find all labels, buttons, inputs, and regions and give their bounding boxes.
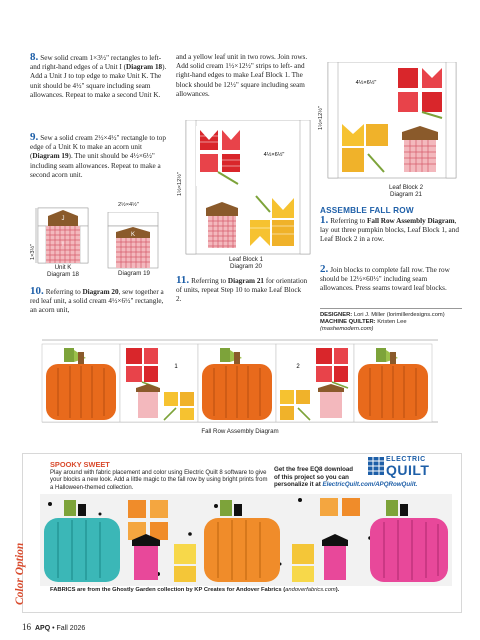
spooky-title: SPOOKY SWEET xyxy=(50,460,110,469)
diagram-21-caption: Leaf Block 2 Diagram 21 xyxy=(388,184,424,198)
fabrics-credit: FABRICS are from the Ghostly Garden collection by KP Creates for Andover Fabrics (andoverfabrics.com). xyxy=(50,587,340,593)
magazine-name: APQ xyxy=(35,625,51,632)
label-k: K xyxy=(130,232,136,238)
yellow-leaf-unit xyxy=(250,192,298,250)
pumpkin-block-3 xyxy=(354,344,432,422)
assemble-step-2: 2. Join blocks to complete fall row. The row should be 12½×60½" including seam allowances. Press seams toward leaf blocks. xyxy=(320,263,450,293)
leaf-block-1 xyxy=(120,344,198,422)
acorn-unit xyxy=(202,190,242,250)
dim-1x3: 1×3½" xyxy=(30,243,36,260)
assemble-step-1: 1. Referring to Fall Row Assembly Diagram, lay out three pumpkin blocks, Leaf Block 1, and Leaf Block 2 in a row. xyxy=(320,214,459,244)
step-11: 11. Referring to Diagram 21 for orientation of units, repeat Step 10 to make Leaf Block 2. xyxy=(176,274,308,304)
label-j: J xyxy=(61,216,65,222)
block-1-label: 1 xyxy=(174,364,178,370)
eq-link[interactable]: ElectricQuilt.com/APQRowQuilt. xyxy=(322,481,418,489)
diagram-20-caption: Leaf Block 1 Diagram 20 xyxy=(228,256,264,270)
assemble-heading: ASSEMBLE FALL ROW xyxy=(320,206,414,215)
pumpkin-block-2 xyxy=(198,344,276,422)
step-10: 10. Referring to Diagram 20, sew together a red leaf unit, a solid cream 4½×6½" rectangle, an acorn unit, xyxy=(30,285,164,315)
diagram-18 xyxy=(28,204,96,272)
issue: • Fall 2026 xyxy=(52,625,86,632)
spooky-text: Play around with fabric placement and color using Electric Quilt 8 software to give your blocks a new look. Add a little magic to the fall row by using bright prints from a Halloween-themed collection. xyxy=(50,470,268,491)
diagram-19-caption: Diagram 19 xyxy=(118,270,150,277)
diagram-19 xyxy=(104,212,164,270)
electric-quilt-logo: ELECTRIC QUILT xyxy=(368,456,458,476)
eq-download-text: Get the free EQ8 download of this project so you can personalize it at ElectricQuilt.com/APQRowQuilt. xyxy=(274,466,418,489)
page-footer xyxy=(22,622,85,632)
step-9: 9. Sew a solid cream 2½×4½" rectangle to top edge of a Unit K to make an acorn unit (Diagram 19). The unit should be 4½×6½" including seam allowances. Repeat to make a second acorn unit. xyxy=(30,131,166,179)
page-number: 16 xyxy=(22,622,31,632)
diagram-21 xyxy=(318,62,464,182)
pumpkin-block-1 xyxy=(42,344,120,422)
credits: DESIGNER: Lori J. Miller (lorimillerdesigns.com) MACHINE QUILTER: Kristen Lee (mashemodern.com) xyxy=(320,312,445,333)
fall-row-caption: Fall Row Assembly Diagram xyxy=(201,428,279,435)
label-i: I xyxy=(62,242,64,248)
acorn-unit-2 xyxy=(402,126,438,172)
red-leaf-unit xyxy=(196,126,248,186)
step-8: 8. Sew solid cream 1×3½" rectangles to left- and right-hand edges of a Unit I (Diagram 18). Add a Unit J to top edge to make Unit K. The unit should be 4½" square including seam allowances. Repeat to make a second Unit K. xyxy=(30,51,167,99)
dim-1-5x12-5-b: 1½×12½" xyxy=(318,106,324,130)
diagram-20 xyxy=(178,120,316,260)
diagram-18-caption: Unit K Diagram 18 xyxy=(47,264,79,278)
color-option-quilt xyxy=(40,494,452,586)
dim-1-5x12-5-a: 1½×12½" xyxy=(177,172,183,196)
fall-row-diagram xyxy=(30,338,450,424)
credits-rule xyxy=(320,308,462,309)
block-2-label: 2 xyxy=(296,364,300,370)
color-option-tab: Color Option xyxy=(14,542,26,605)
dim-4-5x6-5: 4½×6½" xyxy=(263,152,285,158)
dim-4-5x6-5-b: 4½×6½" xyxy=(355,80,377,86)
dim-2-5x4-5: 2½×4½" xyxy=(118,202,139,208)
logo-mark-icon xyxy=(368,457,384,475)
leaf-block-2 xyxy=(276,344,354,422)
step-10-continued: and a yellow leaf unit in two rows. Join rows. Add solid cream 1½×12½" strips to left- and right-hand edges to make Leaf Block 1. The block should be 12½" square including seam allowances. xyxy=(176,53,308,98)
